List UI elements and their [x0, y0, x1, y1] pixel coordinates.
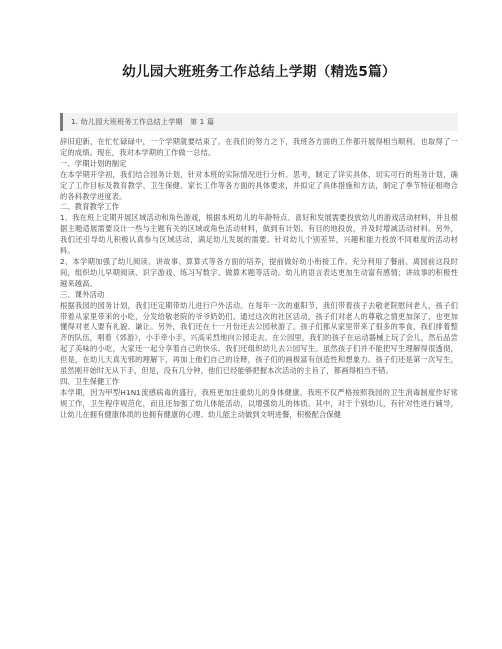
paragraph-plan: 在本学期开学初，我们结合园务计划，针对本班的实际情况进行分析、思考，制定了详实具体、切实可行的班务计划，确定了工作目标及教育教学、卫生保健、家长工作等各方面的具体要求，并拟定了具体措施和方法，制定了季节特征相吻合的各科教学进度表。	[60, 169, 458, 201]
heading-teaching: 二、教育教学工作	[60, 202, 120, 212]
heading-activities: 三、课外活动	[60, 289, 105, 299]
paragraph-teaching-2: 2、本学期加强了幼儿阅读、讲故事、算算式等各方面的培养，提前做好幼小衔接工作。充分利用了餐前、离园前这段时间，组织幼儿早期阅读、识字游戏、练习写数字、做算术题等活动。幼儿的语言表达更加生动富有感情；讲故事的积极性越来越高。	[60, 256, 458, 288]
paragraph-activities: 根据我园的园务计划，我们还定期带幼儿进行户外活动。在每年一次的重阳节，我们带着孩子去敬老院慰问老人，孩子们带着从家里带来的小吃，分发给敬老院的爷爷奶奶们。通过这次的社区活动，孩子们对老人的尊敬之情更加深了，也更加懂得对老人要有礼貌、谦让。另外，我们还在十一月份还去公园秋游了。孩子们都从家里带来了很多的零食，我们排着整齐的队伍，唱着《郊游》，小手牵小手，兴高采烈地向公园走去。在公园里，我们的孩子在运动器械上玩了会儿，然后品尝起了美味的小吃，大家还一起分享着自己的快乐。我们还组织幼儿去公园写生。虽然孩子们并不能把写生理解得很透彻，但是，在幼儿天真无邪的理解下，再加上他们自己的诠释，孩子们的画极富有创造性和想象力。孩子们还是第一次写生，虽然刚开始时无从下手，但是，没有几分钟，他们已经能够把握本次活动的主旨了，都画得相当不错。	[60, 300, 458, 376]
document-body	[60, 137, 458, 421]
paragraph-teaching-1: 1、我在班上定期开展区域活动和角色游戏，根据本班幼儿的年龄特点、喜好和发展需要投放幼儿的游戏活动材料，并且根据主题适展需要设计一些与主题有关的区域或角色活动材料，做到有计划、有目的地投放，并及时增减活动材料。另外，我们还引导幼儿积极认真参与区域活动，满足幼儿发展的需要。针对幼儿个别差异，兴趣和能力投放不同难度的活动材料。	[60, 213, 458, 256]
section-header-label: 1. 幼儿园大班班务工作总结上学期 第 1 篇	[71, 117, 215, 126]
document-title: 幼儿园大班班务工作总结上学期（精选5篇）	[122, 64, 396, 80]
intro-paragraph: 辞旧迎新，在忙忙碌碌中，一个学期就要结束了。在我们的努力之下，我班各方面的工作都开展得相当顺利，也取得了一定的成绩。现在，我对本学期的工作做一总结。	[60, 137, 458, 157]
heading-plan: 一、学期计划的制定	[60, 158, 127, 168]
paragraph-health: 本学期，因为甲型H1N1流感病毒的盛行，我班更加注重幼儿的身体健康。我班不仅严格按照我园的卫生消毒制度作好常规工作，卫生程序规范化，而且还加强了幼儿体能活动，以增强幼儿的体质。其中，对于个别幼儿，有针对性进行辅导，让幼儿在拥有健康体质的也拥有健康的心理。幼儿能主动做到文明进餐，积极配合保健	[60, 387, 458, 419]
section-header	[60, 113, 458, 131]
heading-health: 四、卫生保健工作	[60, 376, 120, 386]
